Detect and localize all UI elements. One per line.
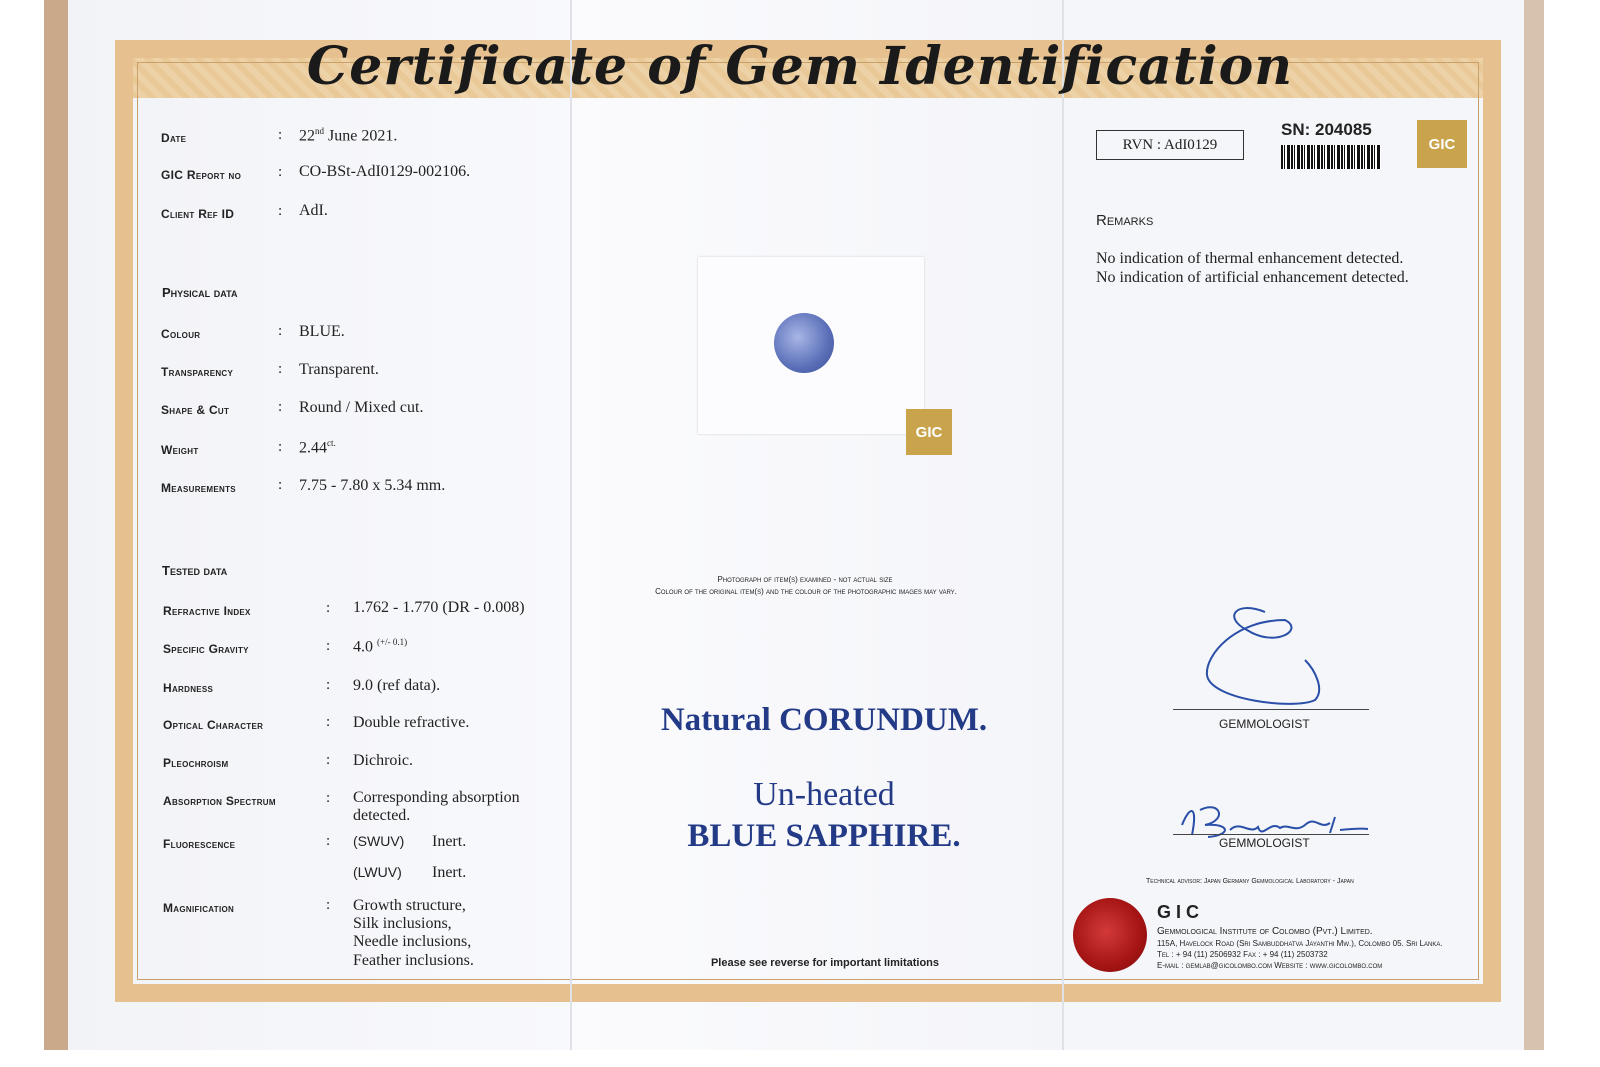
optical-character-label: Optical Character bbox=[163, 718, 264, 732]
colon: : bbox=[278, 127, 283, 143]
org-email: E-mail : gemlab@gicolombo.com Website : www.gicolombo.com bbox=[1157, 961, 1383, 970]
wax-seal bbox=[1073, 898, 1147, 972]
colon: : bbox=[326, 833, 331, 849]
fold-line-right bbox=[1062, 0, 1064, 1050]
barcode bbox=[1281, 145, 1381, 169]
specific-gravity-label: Specific Gravity bbox=[163, 642, 249, 656]
gemmologist-signature-1 bbox=[1195, 600, 1335, 710]
certificate-title: Certificate of Gem Identification bbox=[306, 36, 1294, 97]
shape-cut-value: Round / Mixed cut. bbox=[299, 399, 424, 416]
magnification-line: Silk inclusions, bbox=[353, 915, 452, 932]
fluorescence-swuv: (SWUV) bbox=[353, 833, 405, 849]
org-phone: Tel : + 94 (11) 2506932 Fax : + 94 (11) 2503732 bbox=[1157, 950, 1328, 959]
photo-caption: Photograph of item(s) examined - not actual size bbox=[717, 575, 893, 584]
gic-hologram-seal: GIC bbox=[906, 409, 952, 455]
limitations-note: Please see reverse for important limitations bbox=[710, 957, 940, 969]
colon: : bbox=[278, 164, 283, 180]
treatment: Un-heated bbox=[753, 776, 895, 813]
org-address: 115A, Havelock Road (Sri Sambuddhatva Jayanthi Mw.), Colombo 05. Sri Lanka. bbox=[1157, 939, 1443, 948]
weight-label: Weight bbox=[161, 443, 199, 457]
absorption-spectrum-value: Corresponding absorption bbox=[353, 789, 520, 806]
colon: : bbox=[326, 677, 331, 693]
refractive-index-label: Refractive Index bbox=[163, 604, 251, 618]
weight-value: $2.44^{ct.}$ bbox=[299, 438, 336, 457]
transparency-value: Transparent. bbox=[299, 361, 379, 378]
client-ref-value: AdI. bbox=[299, 202, 328, 219]
fluorescence-lwuv: (LWUV) bbox=[353, 864, 402, 880]
colour-value: BLUE. bbox=[299, 323, 345, 340]
remarks-heading: Remarks bbox=[1096, 212, 1154, 229]
absorption-spectrum-value-line2: detected. bbox=[353, 807, 411, 824]
colon: : bbox=[326, 897, 331, 913]
variety-name: BLUE SAPPHIRE. bbox=[687, 818, 961, 854]
transparency-label: Transparency bbox=[161, 365, 234, 379]
refractive-index-value: 1.762 - 1.770 (DR - 0.008) bbox=[353, 599, 525, 616]
tested-data-heading: Tested data bbox=[162, 563, 228, 578]
colon: : bbox=[278, 399, 283, 415]
remark-line: No indication of thermal enhancement detected. bbox=[1096, 250, 1404, 267]
absorption-spectrum-label: Absorption Spectrum bbox=[163, 794, 276, 808]
sapphire-image bbox=[774, 313, 834, 373]
colon: : bbox=[278, 477, 283, 493]
hardness-label: Hardness bbox=[163, 681, 214, 695]
signature-line-1 bbox=[1173, 709, 1369, 710]
rvn-box: RVN : AdI0129 bbox=[1096, 130, 1244, 160]
physical-data-heading: Physical data bbox=[162, 285, 238, 300]
colon: : bbox=[326, 752, 331, 768]
fluorescence-swuv-result: Inert. bbox=[432, 833, 467, 850]
optical-character-value: Double refractive. bbox=[353, 714, 470, 731]
pleochroism-value: Dichroic. bbox=[353, 752, 413, 769]
colon: : bbox=[278, 203, 283, 219]
colon: : bbox=[278, 361, 283, 377]
client-ref-label: Client Ref ID bbox=[161, 207, 235, 221]
org-name: Gemmological Institute of Colombo (Pvt.) Limited. bbox=[1157, 926, 1373, 937]
colour-label: Colour bbox=[161, 327, 201, 341]
report-no-label: GIC Report no bbox=[161, 168, 242, 182]
date-label: Date bbox=[161, 131, 187, 145]
gic-hologram-seal: GIC bbox=[1417, 120, 1467, 168]
serial-number: SN: 204085 bbox=[1281, 120, 1372, 139]
colon: : bbox=[326, 790, 331, 806]
magnification-line: Feather inclusions. bbox=[353, 952, 474, 969]
photo-caption-2: Colour of the original item(s) and the colour of the photographic images may vary. bbox=[655, 587, 957, 596]
colon: : bbox=[278, 323, 283, 339]
technical-advisor: Technical advisor: Japan Germany Gemmological Laboratory - Japan bbox=[1146, 878, 1354, 885]
magnification-label: Magnification bbox=[163, 901, 235, 915]
date-value: 22nd June 2021. bbox=[299, 126, 398, 145]
hardness-value: 9.0 (ref data). bbox=[353, 677, 441, 694]
magnification-line: Needle inclusions, bbox=[353, 933, 472, 950]
measurements-label: Measurements bbox=[161, 481, 236, 495]
specific-gravity-value: 4.0 $^{(+/- 0.1)}$ bbox=[353, 637, 408, 656]
folder-edge-right bbox=[1524, 0, 1544, 1050]
colon: : bbox=[326, 714, 331, 730]
signature-line-2 bbox=[1173, 834, 1369, 835]
measurements-value: 7.75 - 7.80 x 5.34 mm. bbox=[299, 477, 446, 494]
colon: : bbox=[326, 638, 331, 654]
fluorescence-label: Fluorescence bbox=[163, 837, 236, 851]
magnification-line: Growth structure, bbox=[353, 897, 466, 914]
fold-line-left bbox=[570, 0, 572, 1050]
pleochroism-label: Pleochroism bbox=[163, 756, 229, 770]
gemmologist-label-1: GEMMOLOGIST bbox=[1219, 717, 1310, 731]
remark-line: No indication of artificial enhancement detected. bbox=[1096, 269, 1409, 286]
colon: : bbox=[278, 439, 283, 455]
fluorescence-lwuv-result: Inert. bbox=[432, 864, 467, 881]
report-no-value: CO-BSt-AdI0129-002106. bbox=[299, 163, 471, 180]
species-name: Natural CORUNDUM. bbox=[660, 702, 988, 738]
folder-edge-left bbox=[44, 0, 68, 1050]
gold-border bbox=[115, 40, 1501, 1002]
shape-cut-label: Shape & Cut bbox=[161, 403, 230, 417]
gemmologist-label-2: GEMMOLOGIST bbox=[1219, 836, 1310, 850]
gic-logo-text: GIC bbox=[1157, 902, 1205, 922]
colon: : bbox=[326, 600, 331, 616]
